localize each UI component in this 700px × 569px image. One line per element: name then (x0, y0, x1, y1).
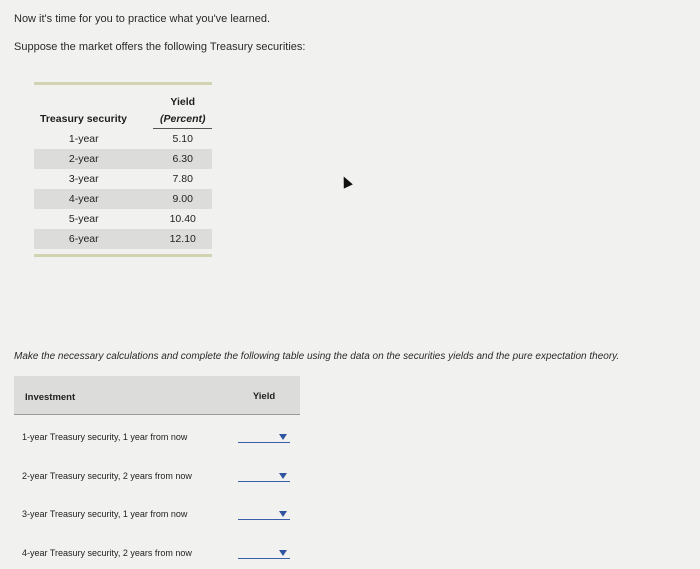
chevron-down-icon (279, 550, 287, 556)
investment-label: 2-year Treasury security, 2 years from now (14, 465, 228, 481)
mouse-pointer-icon (339, 174, 353, 188)
yield-dropdown-2[interactable] (238, 470, 290, 482)
yield-cell: 6.30 (153, 149, 212, 169)
table-bottom-rule (34, 254, 212, 257)
security-column-header: Treasury security (34, 85, 153, 129)
chevron-down-icon (279, 434, 287, 440)
yield-cell: 7.80 (153, 169, 212, 189)
yield-cell: 12.10 (153, 229, 212, 249)
table-row (14, 492, 300, 531)
security-cell: 2-year (34, 149, 153, 169)
chevron-down-icon (279, 473, 287, 479)
investment-column-header: Investment (14, 376, 228, 414)
yield-column-header: Yield (153, 85, 212, 111)
security-cell: 1-year (34, 129, 153, 150)
security-cell: 4-year (34, 189, 153, 209)
investment-label: 4-year Treasury security, 2 years from now (14, 542, 228, 558)
yield-dropdown-1[interactable] (238, 431, 290, 443)
yield-dropdown-4[interactable] (238, 547, 290, 559)
yield-unit-header: (Percent) (153, 111, 212, 128)
table-row (14, 454, 300, 493)
table-row (34, 169, 212, 189)
table-row (14, 531, 300, 569)
yield-cell: 9.00 (153, 189, 212, 209)
yield-cell: 5.10 (153, 129, 212, 150)
intro-text: Now it's time for you to practice what you've learned. (14, 13, 270, 25)
investment-label: 3-year Treasury security, 1 year from now (14, 503, 228, 519)
yield-column-header: Yield (228, 376, 300, 414)
security-cell: 5-year (34, 209, 153, 229)
security-cell: 3-year (34, 169, 153, 189)
table-row (34, 209, 212, 229)
security-cell: 6-year (34, 229, 153, 249)
question-text: Suppose the market offers the following Treasury securities: (14, 41, 305, 53)
chevron-down-icon (279, 511, 287, 517)
yield-dropdown-3[interactable] (238, 508, 290, 520)
table-row (34, 229, 212, 249)
investment-label: 1-year Treasury security, 1 year from now (14, 426, 228, 442)
treasury-yields-table (34, 82, 212, 257)
table-row (14, 415, 300, 454)
table-row (34, 149, 212, 169)
calculation-table (14, 376, 300, 569)
table-row (34, 189, 212, 209)
instructions-text: Make the necessary calculations and complete the following table using the data on the securities yields and the pure expectation theory. (14, 351, 619, 362)
table-row (34, 129, 212, 150)
calc-table-header (14, 376, 300, 415)
yield-cell: 10.40 (153, 209, 212, 229)
